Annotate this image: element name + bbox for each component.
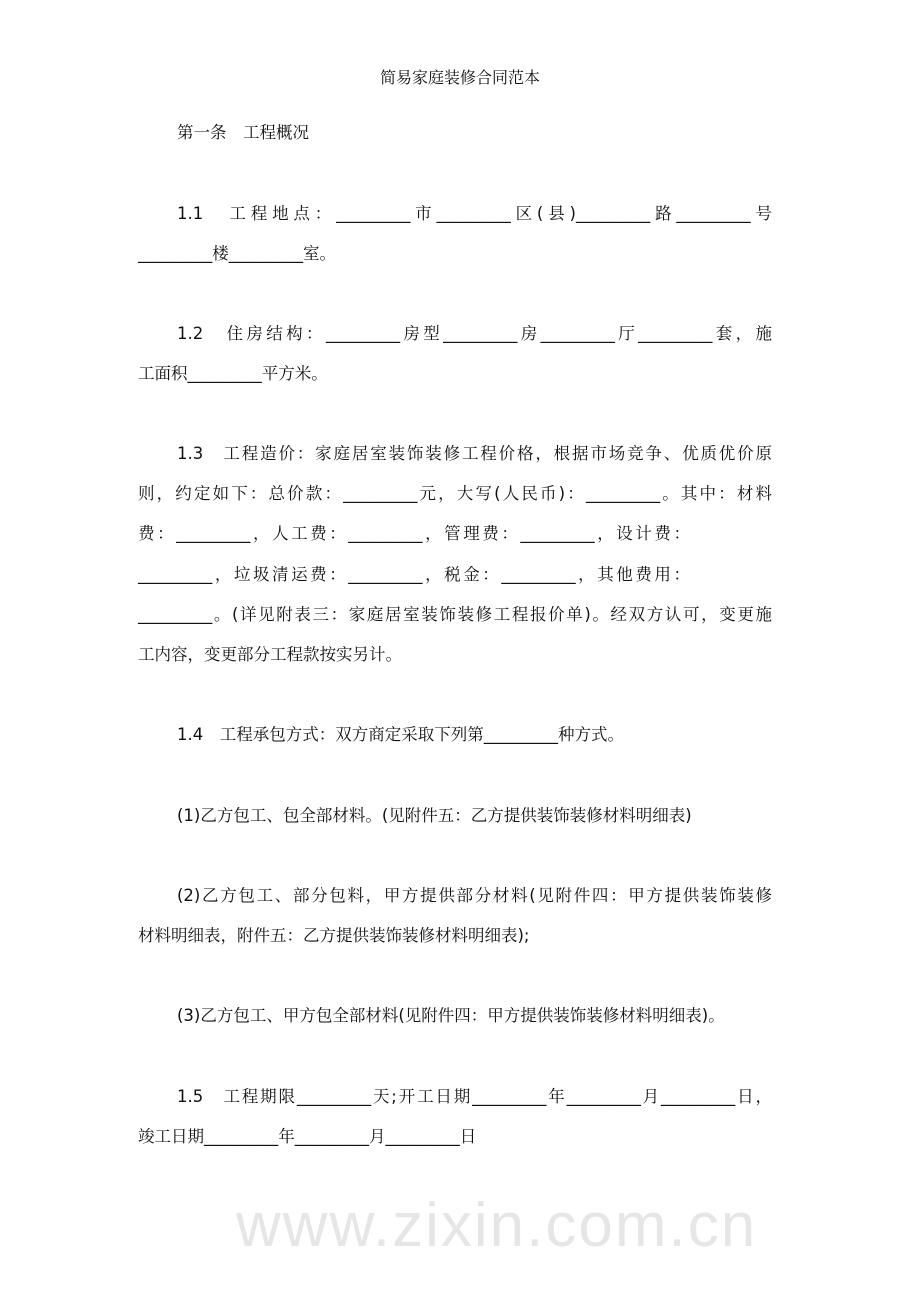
option-2-cont: 材料明细表，附件五：乙方提供装饰装修材料明细表);: [138, 926, 530, 945]
clause-1-2-cont: 工面积_________平方米。: [138, 364, 328, 383]
option-1: (1)乙方包工、包全部材料。(见附件五：乙方提供装饰装修材料明细表): [177, 806, 692, 825]
clause-1-2: 1.2 住房结构：_________房型_________房_________厅_________套，施: [177, 324, 772, 343]
document-title: 简易家庭装修合同范本: [379, 68, 540, 87]
clause-1-1: 1.1 工程地点：_________市_________区(县)_________路_________号: [177, 204, 772, 223]
clause-1-5-cont: 竣工日期_________年_________月_________日: [138, 1127, 477, 1146]
clause-1-3-cont: 则，约定如下：总价款：_________元，大写(人民币)：_________。其中：材料: [138, 484, 772, 503]
section-heading: 第一条 工程概况: [177, 123, 309, 142]
clause-1-3: 1.3 工程造价：家庭居室装饰装修工程价格，根据市场竞争、优质优价原: [177, 444, 772, 463]
clause-1-3-cont: _________，垃圾清运费：_________，税金：_________，其他费用：: [138, 565, 690, 584]
clause-1-3-cont: 工内容，变更部分工程款按实另计。: [138, 645, 402, 664]
clause-1-4: 1.4 工程承包方式：双方商定采取下列第_________种方式。: [177, 725, 624, 744]
clause-1-3-cont: _________。(详见附表三：家庭居室装饰装修工程报价单)。经双方认可，变更施: [138, 605, 772, 624]
clause-1-1-cont: _________楼_________室。: [138, 244, 336, 263]
option-2: (2)乙方包工、部分包料，甲方提供部分材料(见附件四：甲方提供装饰装修: [177, 886, 772, 905]
clause-1-3-cont: 费：_________，人工费：_________，管理费：_________，设计费：: [138, 524, 690, 543]
watermark: www.zixin.com.cn: [236, 1191, 758, 1260]
option-3: (3)乙方包工、甲方包全部材料(见附件四：甲方提供装饰装修材料明细表)。: [177, 1006, 725, 1025]
clause-1-5: 1.5 工程期限_________天;开工日期_________年_________月_________日，: [177, 1087, 772, 1106]
